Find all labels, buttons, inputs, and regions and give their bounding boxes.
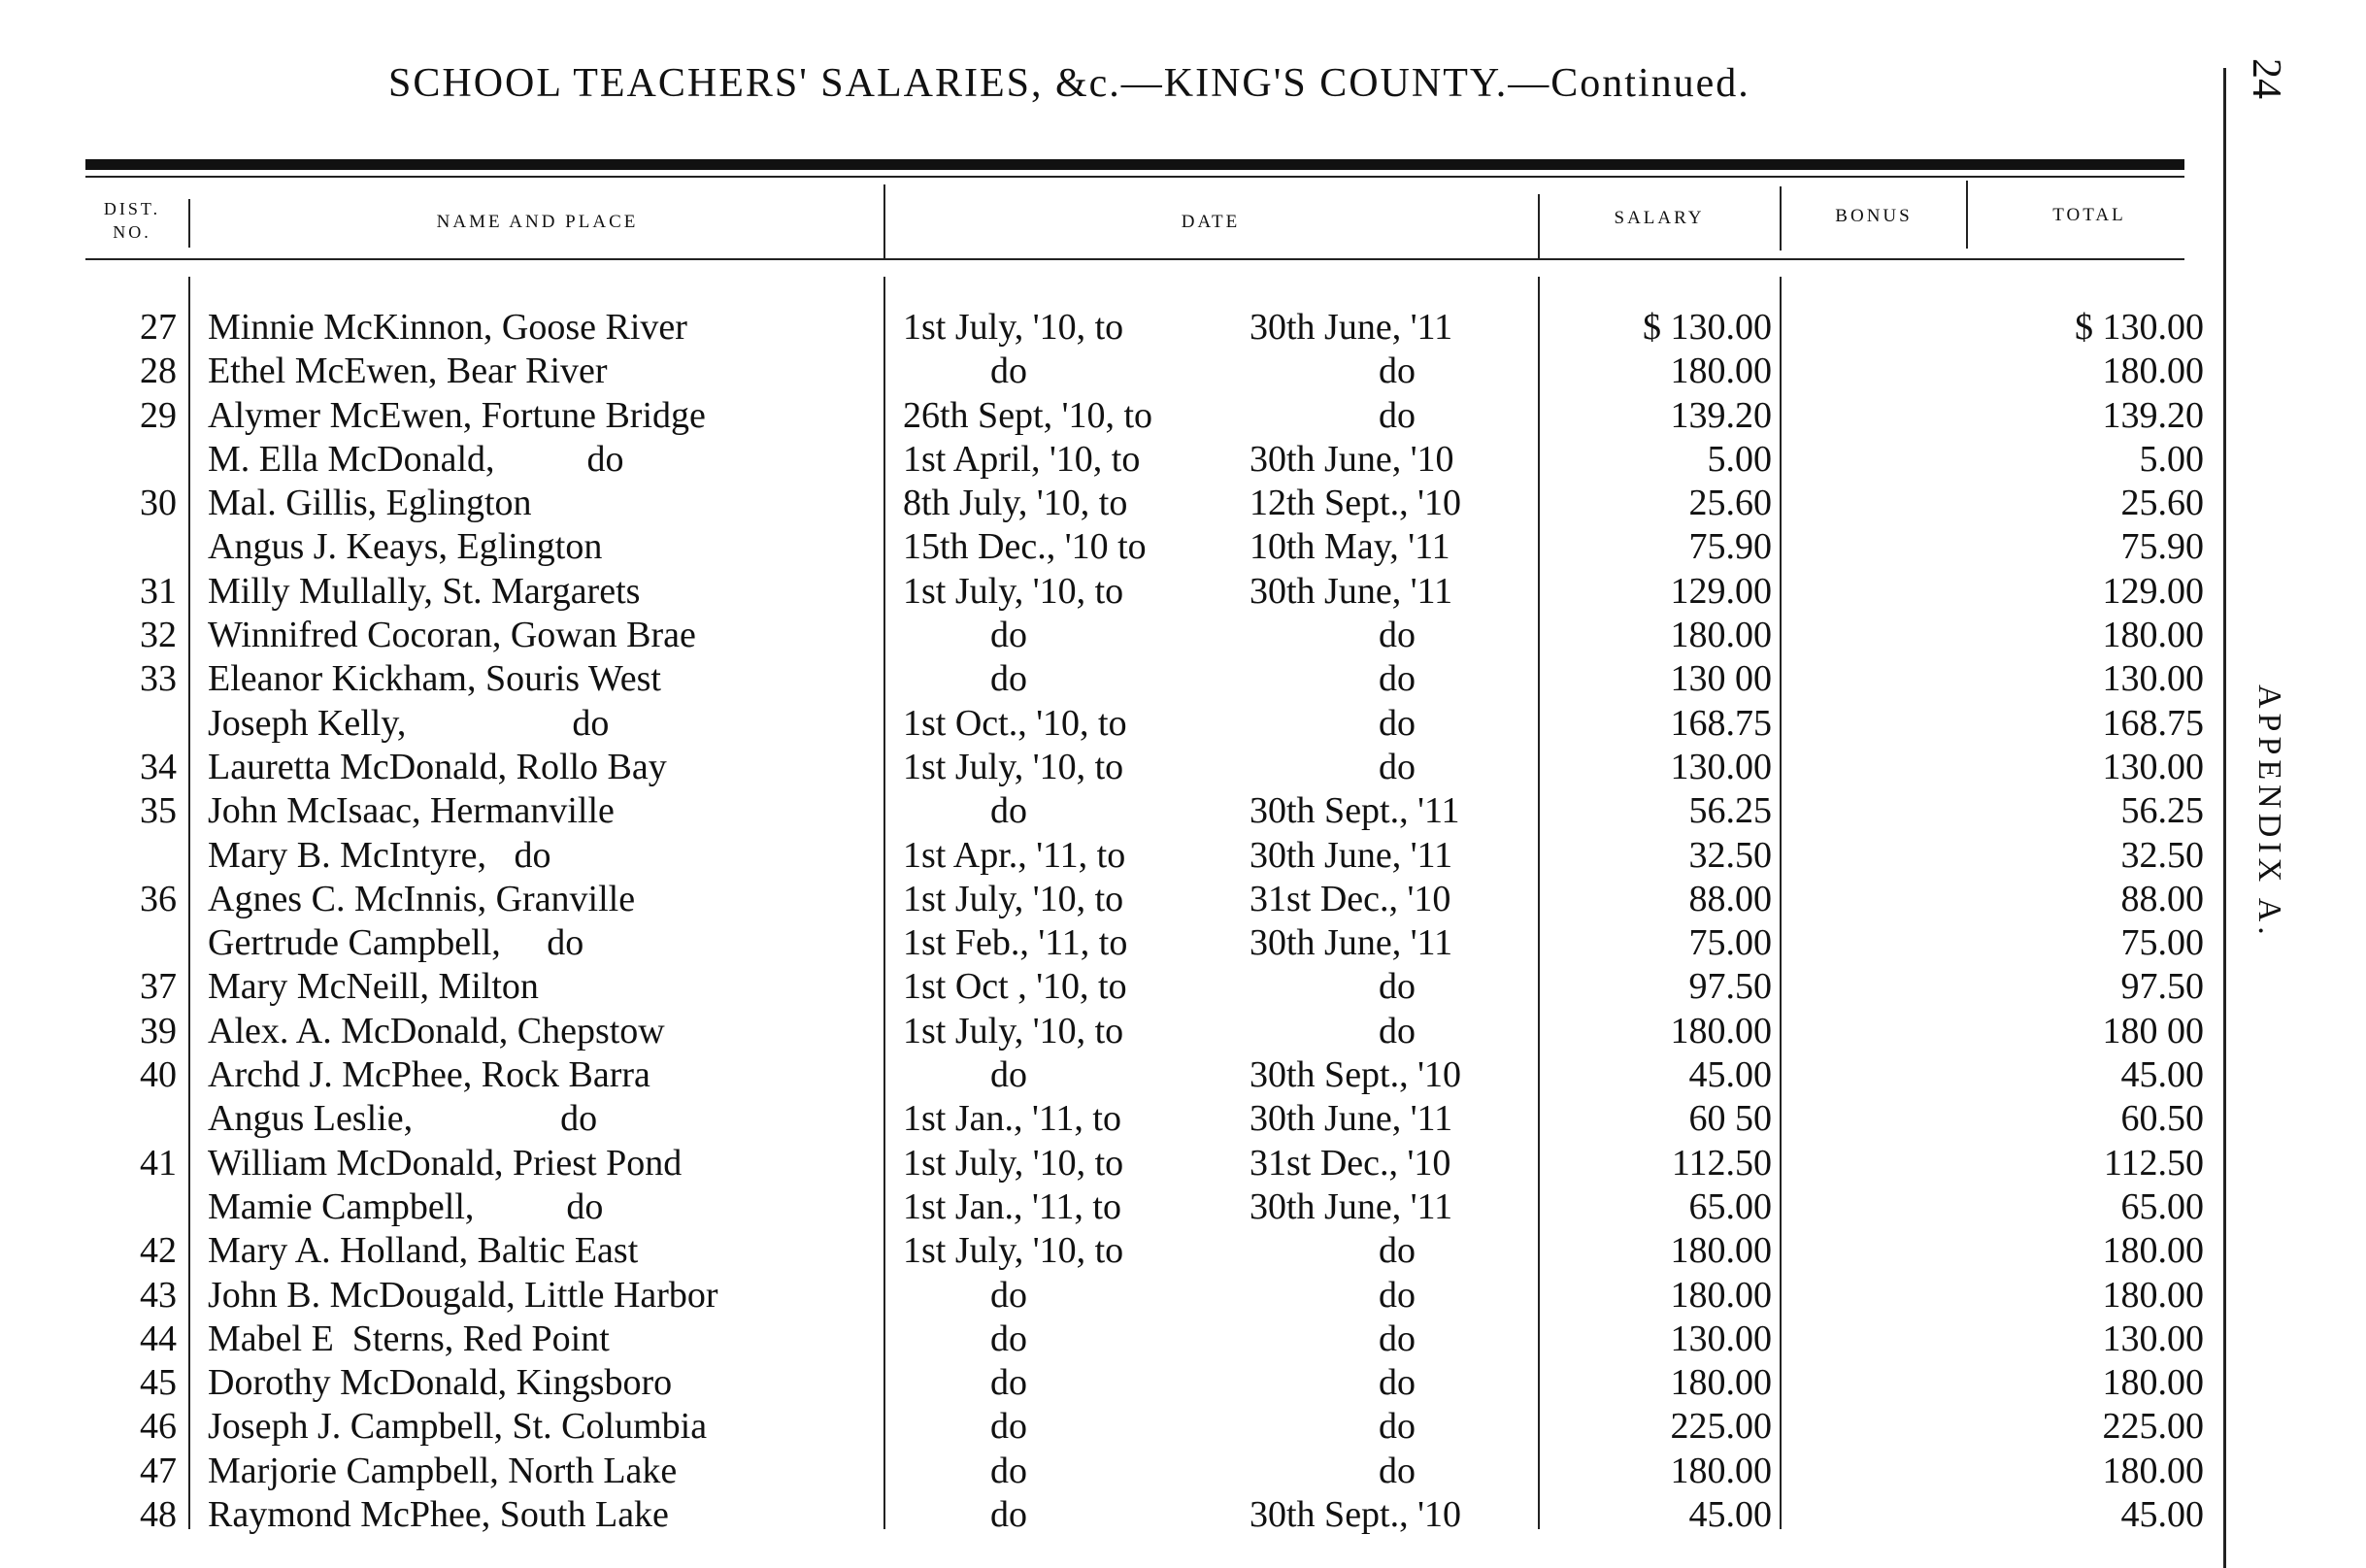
- date-from: 15th Dec., '10 to: [903, 526, 1147, 568]
- date-from: do: [990, 1494, 1027, 1536]
- table-row: [0, 702, 2233, 746]
- table-row: [0, 570, 2233, 614]
- salary-value: 180.00: [1670, 1230, 1772, 1272]
- name-and-place: Angus Leslie, do: [208, 1098, 598, 1140]
- date-from: 1st July, '10, to: [903, 1010, 1124, 1051]
- salary-value: 180.00: [1670, 615, 1772, 656]
- table-row: [0, 1185, 2233, 1229]
- date-to: 30th June, '10: [1250, 438, 1454, 480]
- salary-value: 65.00: [1688, 1185, 1772, 1227]
- table-row: [0, 1318, 2233, 1361]
- date-to: 30th June, '11: [1250, 1098, 1453, 1140]
- total-value: 130.00: [2102, 1318, 2204, 1359]
- name-and-place: Mary McNeill, Milton: [208, 966, 539, 1008]
- date-from: do: [990, 658, 1027, 700]
- dist-number: 35: [140, 790, 177, 832]
- date-from: 26th Sept, '10, to: [903, 394, 1153, 436]
- date-to: 30th June, '11: [1250, 922, 1453, 964]
- salary-value: 88.00: [1688, 878, 1772, 919]
- name-and-place: Mal. Gillis, Eglington: [208, 483, 532, 524]
- date-from: do: [990, 1406, 1027, 1448]
- table-row: [0, 350, 2233, 393]
- date-from: 8th July, '10, to: [903, 483, 1128, 524]
- total-value: 225.00: [2102, 1406, 2204, 1448]
- table-row: [0, 1053, 2233, 1097]
- table-row: [0, 1097, 2233, 1141]
- date-to: 30th Sept., '11: [1250, 790, 1460, 832]
- total-value: 5.00: [2139, 438, 2204, 480]
- col-date-header: DATE: [1181, 212, 1241, 232]
- table-row: [0, 834, 2233, 878]
- dist-number: 39: [140, 1010, 177, 1051]
- total-value: 130.00: [2102, 746, 2204, 787]
- col-dist-line1: DIST.: [103, 199, 161, 218]
- date-from: 1st April, '10, to: [903, 438, 1141, 480]
- date-to: 30th Sept., '10: [1250, 1054, 1461, 1096]
- table-row: [0, 614, 2233, 657]
- name-and-place: Mary A. Holland, Baltic East: [208, 1230, 639, 1272]
- header-divider: [883, 184, 885, 258]
- salary-value: 60 50: [1688, 1098, 1772, 1140]
- date-from: 1st Jan., '11, to: [903, 1185, 1121, 1227]
- name-and-place: Mary B. McIntyre, do: [208, 834, 551, 876]
- date-from: 1st Oct., '10, to: [903, 702, 1127, 744]
- name-and-place: Mamie Campbell, do: [208, 1185, 604, 1227]
- date-from: 1st Feb., '11, to: [903, 922, 1128, 964]
- name-and-place: Archd J. McPhee, Rock Barra: [208, 1054, 650, 1096]
- table-row: [0, 525, 2233, 569]
- header-thin-rule: [85, 176, 2184, 178]
- dist-number: 43: [140, 1274, 177, 1316]
- date-from: do: [990, 790, 1027, 832]
- total-value: 75.90: [2120, 526, 2204, 568]
- table-row: [0, 1450, 2233, 1493]
- date-from: 1st July, '10, to: [903, 878, 1124, 919]
- date-to: do: [1379, 1362, 1416, 1404]
- dist-number: 30: [140, 483, 177, 524]
- total-value: 180.00: [2102, 1362, 2204, 1404]
- salary-value: 25.60: [1688, 483, 1772, 524]
- name-and-place: John McIsaac, Hermanville: [208, 790, 615, 832]
- name-and-place: Joseph Kelly, do: [208, 702, 610, 744]
- table-row: [0, 921, 2233, 965]
- total-value: 25.60: [2120, 483, 2204, 524]
- date-to: do: [1379, 394, 1416, 436]
- date-from: do: [990, 1274, 1027, 1316]
- header-thick-rule: [85, 159, 2184, 170]
- date-to: 30th June, '11: [1250, 307, 1453, 348]
- date-from: 1st July, '10, to: [903, 307, 1124, 348]
- page-number: 24: [2244, 58, 2288, 99]
- name-and-place: Minnie McKinnon, Goose River: [208, 307, 687, 348]
- table-row: [0, 1405, 2233, 1449]
- table-row: [0, 1142, 2233, 1185]
- salary-value: $ 130.00: [1643, 307, 1772, 348]
- dist-number: 44: [140, 1318, 177, 1359]
- salary-value: 56.25: [1688, 790, 1772, 832]
- col-dist-header: [85, 197, 179, 244]
- col-name-header: NAME AND PLACE: [436, 212, 639, 232]
- table-row: [0, 1010, 2233, 1053]
- header-divider: [1966, 181, 1968, 249]
- total-value: 56.25: [2120, 790, 2204, 832]
- date-to: 10th May, '11: [1250, 526, 1450, 568]
- date-to: do: [1379, 1230, 1416, 1272]
- date-to: 31st Dec., '10: [1250, 1142, 1451, 1184]
- salary-value: 129.00: [1670, 570, 1772, 612]
- name-and-place: Joseph J. Campbell, St. Columbia: [208, 1406, 708, 1448]
- salary-value: 130.00: [1670, 1318, 1772, 1359]
- salary-value: 180.00: [1670, 1274, 1772, 1316]
- total-value: 65.00: [2120, 1185, 2204, 1227]
- salary-value: 5.00: [1707, 438, 1772, 480]
- date-from: do: [990, 1362, 1027, 1404]
- date-to: 12th Sept., '10: [1250, 483, 1461, 524]
- name-and-place: Marjorie Campbell, North Lake: [208, 1450, 678, 1491]
- date-from: do: [990, 1318, 1027, 1359]
- name-and-place: Winnifred Cocoran, Gowan Brae: [208, 615, 696, 656]
- appendix-label: APPENDIX A.: [2251, 684, 2287, 940]
- total-value: 180.00: [2102, 1450, 2204, 1491]
- table-row: [0, 746, 2233, 789]
- name-and-place: Alex. A. McDonald, Chepstow: [208, 1010, 665, 1051]
- date-from: do: [990, 1054, 1027, 1096]
- name-and-place: Angus J. Keays, Eglington: [208, 526, 603, 568]
- name-and-place: William McDonald, Priest Pond: [208, 1142, 683, 1184]
- table-row: [0, 1361, 2233, 1405]
- salary-value: 130 00: [1670, 658, 1772, 700]
- salary-value: 32.50: [1688, 834, 1772, 876]
- date-from: 1st July, '10, to: [903, 746, 1124, 787]
- dist-number: 37: [140, 966, 177, 1008]
- salary-value: 139.20: [1670, 394, 1772, 436]
- date-from: 1st July, '10, to: [903, 570, 1124, 612]
- total-value: 45.00: [2120, 1494, 2204, 1536]
- date-to: do: [1379, 658, 1416, 700]
- dist-number: 28: [140, 350, 177, 392]
- name-and-place: John B. McDougald, Little Harbor: [208, 1274, 718, 1316]
- name-and-place: Lauretta McDonald, Rollo Bay: [208, 746, 667, 787]
- total-value: 112.50: [2103, 1142, 2204, 1184]
- table-row: [0, 1274, 2233, 1318]
- name-and-place: Milly Mullally, St. Margarets: [208, 570, 641, 612]
- name-and-place: M. Ella McDonald, do: [208, 438, 624, 480]
- total-value: 129.00: [2102, 570, 2204, 612]
- date-to: do: [1379, 1274, 1416, 1316]
- total-value: $ 130.00: [2075, 307, 2204, 348]
- date-to: 30th June, '11: [1250, 570, 1453, 612]
- salary-value: 45.00: [1688, 1054, 1772, 1096]
- dist-number: 32: [140, 615, 177, 656]
- total-value: 168.75: [2102, 702, 2204, 744]
- name-and-place: Eleanor Kickham, Souris West: [208, 658, 661, 700]
- dist-number: 31: [140, 570, 177, 612]
- date-from: do: [990, 615, 1027, 656]
- col-salary-header: SALARY: [1614, 208, 1705, 228]
- salary-value: 112.50: [1671, 1142, 1772, 1184]
- table-row: [0, 306, 2233, 350]
- dist-number: 36: [140, 878, 177, 919]
- total-value: 97.50: [2120, 966, 2204, 1008]
- dist-number: 42: [140, 1230, 177, 1272]
- total-value: 130.00: [2102, 658, 2204, 700]
- name-and-place: Mabel E Sterns, Red Point: [208, 1318, 610, 1359]
- total-value: 180.00: [2102, 1274, 2204, 1316]
- salary-value: 75.90: [1688, 526, 1772, 568]
- col-total-header: TOTAL: [2052, 205, 2126, 225]
- total-value: 60.50: [2120, 1098, 2204, 1140]
- salary-value: 75.00: [1688, 922, 1772, 964]
- date-to: do: [1379, 966, 1416, 1008]
- dist-number: 29: [140, 394, 177, 436]
- total-value: 45.00: [2120, 1054, 2204, 1096]
- salary-value: 168.75: [1670, 702, 1772, 744]
- date-to: do: [1379, 615, 1416, 656]
- date-from: 1st July, '10, to: [903, 1142, 1124, 1184]
- header-bottom-rule: [85, 258, 2184, 260]
- table-row: [0, 1493, 2233, 1537]
- name-and-place: Agnes C. McInnis, Granville: [208, 878, 636, 919]
- name-and-place: Dorothy McDonald, Kingsboro: [208, 1362, 673, 1404]
- dist-number: 33: [140, 658, 177, 700]
- date-from: do: [990, 350, 1027, 392]
- dist-number: 47: [140, 1450, 177, 1491]
- date-to: 31st Dec., '10: [1250, 878, 1451, 919]
- date-to: do: [1379, 350, 1416, 392]
- salary-table: [0, 306, 2233, 1537]
- table-row: [0, 878, 2233, 921]
- date-from: 1st Jan., '11, to: [903, 1098, 1121, 1140]
- total-value: 88.00: [2120, 878, 2204, 919]
- salary-value: 97.50: [1688, 966, 1772, 1008]
- dist-number: 41: [140, 1142, 177, 1184]
- name-and-place: Ethel McEwen, Bear River: [208, 350, 608, 392]
- total-value: 180.00: [2102, 1230, 2204, 1272]
- total-value: 75.00: [2120, 922, 2204, 964]
- col-dist-line2: NO.: [113, 222, 151, 242]
- date-to: 30th Sept., '10: [1250, 1494, 1461, 1536]
- header-divider: [188, 199, 190, 248]
- date-to: do: [1379, 1010, 1416, 1051]
- total-value: 180.00: [2102, 350, 2204, 392]
- salary-value: 180.00: [1670, 1010, 1772, 1051]
- date-to: 30th June, '11: [1250, 834, 1453, 876]
- table-row: [0, 657, 2233, 701]
- table-row: [0, 482, 2233, 525]
- salary-value: 130.00: [1670, 746, 1772, 787]
- date-from: do: [990, 1450, 1027, 1491]
- total-value: 180.00: [2102, 615, 2204, 656]
- total-value: 32.50: [2120, 834, 2204, 876]
- name-and-place: Alymer McEwen, Fortune Bridge: [208, 394, 706, 436]
- table-row: [0, 1229, 2233, 1273]
- dist-number: 40: [140, 1054, 177, 1096]
- date-to: 30th June, '11: [1250, 1185, 1453, 1227]
- salary-value: 225.00: [1670, 1406, 1772, 1448]
- dist-number: 45: [140, 1362, 177, 1404]
- date-from: 1st Apr., '11, to: [903, 834, 1126, 876]
- dist-number: 48: [140, 1494, 177, 1536]
- table-row: [0, 965, 2233, 1009]
- date-from: 1st July, '10, to: [903, 1230, 1124, 1272]
- table-row: [0, 394, 2233, 438]
- name-and-place: Gertrude Campbell, do: [208, 922, 584, 964]
- table-row: [0, 789, 2233, 833]
- salary-value: 180.00: [1670, 1362, 1772, 1404]
- date-to: do: [1379, 1318, 1416, 1359]
- date-to: do: [1379, 746, 1416, 787]
- dist-number: 46: [140, 1406, 177, 1448]
- total-value: 180 00: [2102, 1010, 2204, 1051]
- total-value: 139.20: [2102, 394, 2204, 436]
- date-to: do: [1379, 1450, 1416, 1491]
- salary-value: 180.00: [1670, 1450, 1772, 1491]
- page-title: SCHOOL TEACHERS' SALARIES, &c.—KING'S COUNTY.—Continued.: [388, 61, 1750, 106]
- header-divider: [1780, 186, 1782, 250]
- dist-number: 27: [140, 307, 177, 348]
- date-to: do: [1379, 1406, 1416, 1448]
- date-to: do: [1379, 702, 1416, 744]
- dist-number: 34: [140, 746, 177, 787]
- table-row: [0, 438, 2233, 482]
- date-from: 1st Oct , '10, to: [903, 966, 1127, 1008]
- salary-value: 45.00: [1688, 1494, 1772, 1536]
- header-divider: [1538, 194, 1540, 258]
- col-bonus-header: BONUS: [1835, 206, 1913, 226]
- salary-value: 180.00: [1670, 350, 1772, 392]
- name-and-place: Raymond McPhee, South Lake: [208, 1494, 669, 1536]
